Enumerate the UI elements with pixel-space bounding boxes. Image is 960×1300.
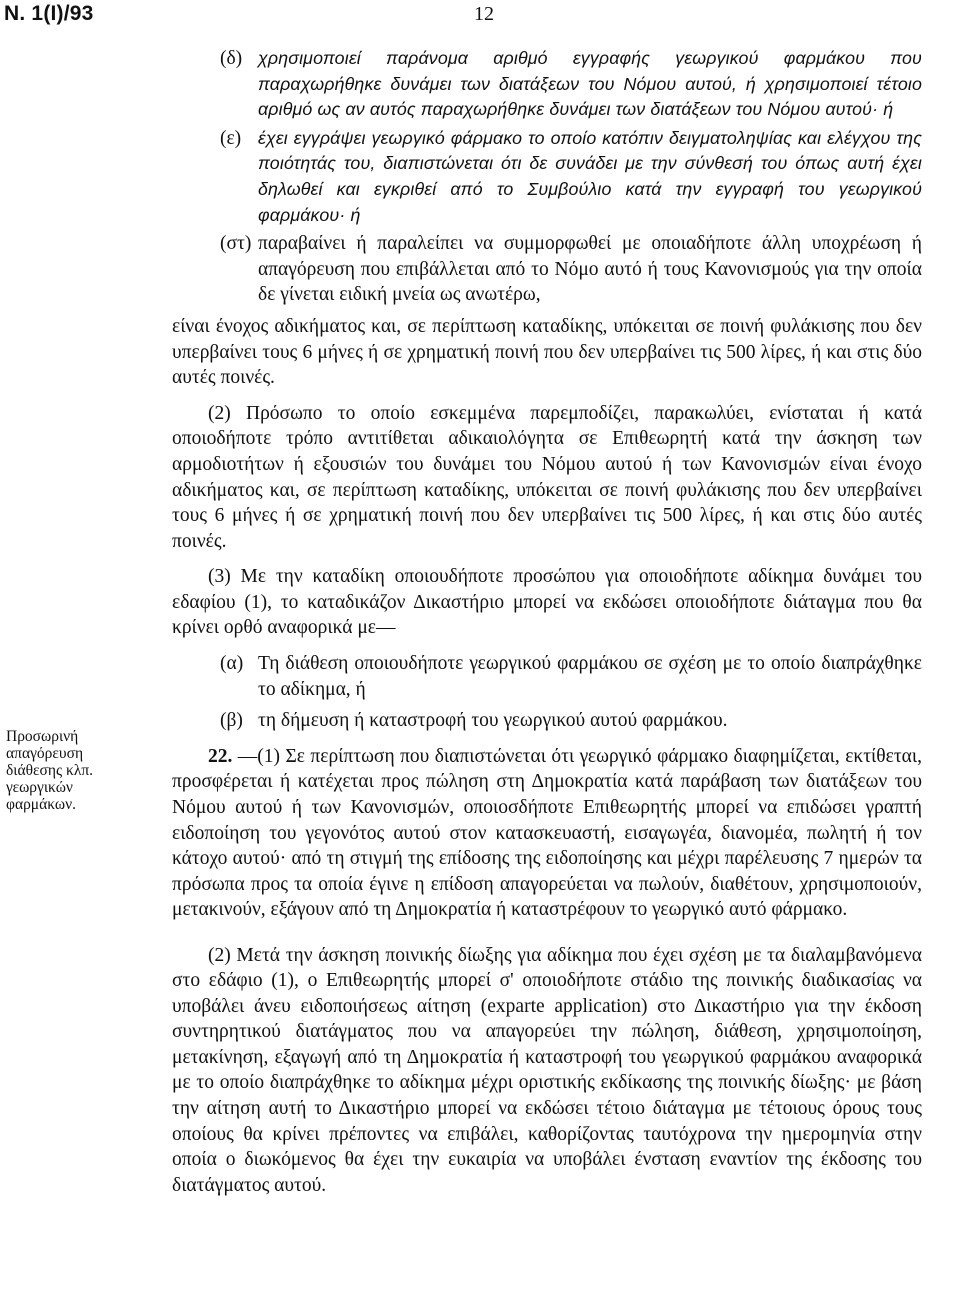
item-label: (ε) (220, 127, 242, 149)
section-text: —(1) Σε περίπτωση που διαπιστώνεται ότι γεωργικό φάρμακο διαφημίζεται, εκτίθεται, προσφέρεται ή κατέχεται προς πώληση στη Δημοκρατία κατά παράβαση των διατάξεων του Νόμου αυτού ή των Κανονισμών, οποιοσδήποτε Επιθεωρητής μπορεί να επιδώσει γραπτή ειδοποίηση του γεγονότος αυτού στον κατασκευαστή, εισαγωγέα, διανομέα, πωλητή ή τον κάτοχο αυτού· από τη στιγμή της επίδοσης της ειδοποίησης και μέχρι παρέλευσης 7 ημερών τα πρόσωπα προς τα οποία έγινε η επίδοση απαγορεύεται να πωλούν, διαθέτουν, χρησιμοποιούν, μετακινούν, εξάγουν από τη Δημοκρατία ή καταστρέφουν το γεωργικό αυτό φάρμακο. (172, 745, 923, 921)
list-item (172, 126, 922, 228)
item-text: χρησιμοποιεί παράνομα αριθμό εγγραφής γεωργικού φαρμάκου που παραχωρήθηκε δυνάμει των διατάξεων του Νόμου αυτού, ή χρησιμοποιεί τέτοιο αριθμό ως αν αυτός παραχωρήθηκε δυνάμει των διατάξεων του Νόμου αυτού· ή (258, 48, 922, 120)
margin-note-line: Προσωρινή (6, 728, 79, 745)
list-item (172, 651, 922, 702)
list-item (172, 46, 922, 123)
penalty-paragraph: είναι ένοχος αδικήματος και, σε περίπτωση καταδίκης, υπόκειται σε ποινή φυλάκισης που δεν υπερβαίνει τους 6 μήνες ή σε χρηματική ποινή που δεν υπερβαίνει τις 500 λίρες, ή και στις δύο αυτές ποινές. (172, 315, 922, 389)
item-text: Τη διάθεση οποιουδήποτε γεωργικού φαρμάκου σε σχέση με το οποίο διαπράχθηκε το αδίκημα, ή (258, 653, 922, 700)
section-22-paragraph-2: (2) Μετά την άσκηση ποινικής δίωξης για αδίκημα που έχει σχέση με τα διαλαμβανόμενα στο εδάφιο (1), ο Επιθεωρητής μπορεί σ' οποιοδήποτε στάδιο της ποινικής διαδικασίας να υποβάλει άνευ ειδοποιήσεως αίτηση (exparte application) στο Δικαστήριο για την έκδοση συντηρητικού διατάγματος που να απαγορεύει την πώληση, διάθεση, χρησιμοποίηση, μετακίνηση, εξαγωγή από τη Δημοκρατία ή καταστροφή του γεωργικού φαρμάκου αναφορικά με το οποίο διαπράχθηκε το αδίκημα μέχρι οριστικής εκδίκασης της ποινικής δίωξης· με βάση την αίτηση αυτή το Δικαστήριο μπορεί να εκδώσει τέτοιο διάταγμα με τέτοιους όρους τους οποίους θα κρίνει πρέποντες να επιβάλει, καθορίζοντας ταυτόχρονα την ημερομηνία στην οποία ο διωκόμενος θα έχει την ευκαιρία να υποβάλει ένσταση εναντίον της έκδοσης του διατάγματος αυτού. (172, 944, 922, 1196)
item-label: (δ) (220, 48, 243, 69)
subsection-2: (2) Πρόσωπο το οποίο εσκεμμένα παρεμποδίζει, παρακωλύει, ενίσταται ή κατά οποιοδήποτε τρόπο αντιτίθεται αδικαιολόγητα σε Επιθεωρητή κατά την άσκηση των αρμοδιοτήτων ή εξουσιών του δυνάμει του Νόμου αυτού ή των Κανονισμών είναι ένοχο αδικήματος και, σε περίπτωση καταδίκης, υπόκειται σε ποινή φυλάκισης που δεν υπερβαίνει τους 6 μήνες ή σε χρηματική ποινή που δεν υπερβαίνει τις 500 λίρες, ή και στις δύο αυτές ποινές. (172, 402, 922, 552)
list-item (172, 231, 922, 308)
item-label: (β) (220, 710, 243, 732)
item-text: έχει εγγράψει γεωργικό φάρμακο το οποίο κατόπιν δειγματοληψίας και ελέγχου της ποιότητάς του, διαπιστώνεται ότι δε συνάδει με την σύνθεσή του όπως αυτή έχει δηλωθεί και εγκριθεί από το Συμβούλιο κατά την εγγραφή του γεωργικού φαρμάκου· ή (258, 127, 922, 225)
margin-note-line: διάθεσης κλπ. (6, 762, 94, 779)
margin-note-line: απαγόρευση (6, 745, 84, 762)
document-body (172, 46, 922, 1208)
margin-note-line: γεωργικών (6, 779, 73, 796)
law-number: N. 1(I)/93 (4, 2, 94, 25)
subsection-3: (3) Με την καταδίκη οποιουδήποτε προσώπου για οποιοδήποτε αδίκημα δυνάμει του εδαφίου (1), το καταδικάζον Δικαστήριο μπορεί να εκδώσει οποιοδήποτε διάταγμα που θα κρίνει ορθό αναφορικά με— (172, 566, 922, 639)
item-text: παραβαίνει ή παραλείπει να συμμορφωθεί με οποιαδήποτε άλλη υποχρέωση ή απαγόρευση που επιβάλλεται από το Νόμο αυτό ή τους Κανονισμούς για την οποία δε γίνεται ειδική μνεία ως ανωτέρω, (258, 233, 922, 306)
section-number: 22. (208, 745, 233, 767)
margin-note (6, 728, 164, 813)
item-label: (στ) (220, 233, 252, 255)
item-label: (α) (220, 653, 244, 675)
list-item (172, 708, 922, 734)
margin-note-line: φαρμάκων. (6, 796, 76, 813)
page-number: 12 (474, 3, 494, 25)
item-text: τη δήμευση ή καταστροφή του γεωργικού αυτού φαρμάκου. (258, 710, 728, 732)
section-22-paragraph-1 (172, 744, 922, 923)
page-header (0, 2, 960, 32)
